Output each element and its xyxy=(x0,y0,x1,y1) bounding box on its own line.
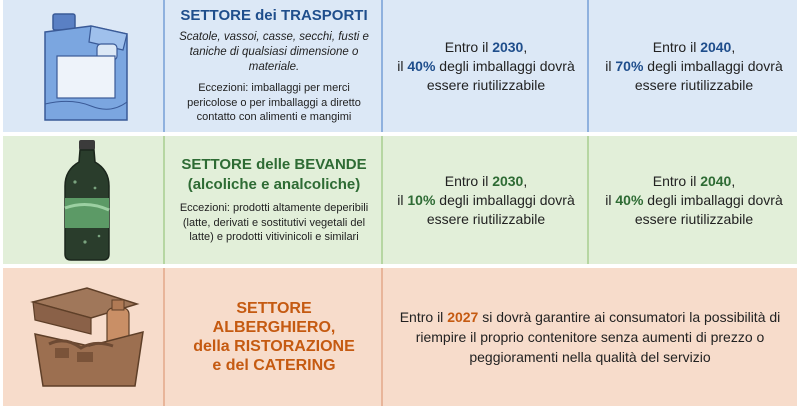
trasporti-description: Scatole, vassoi, casse, secchi, fusti e taniche di qualsiasi dimensione o materiale. xyxy=(179,31,369,74)
pct-10: 10% xyxy=(407,191,436,208)
year-2040: 2040 xyxy=(700,38,732,55)
trasporti-exceptions: Eccezioni: imballaggi per merci pericolose o per imballaggi a diretto contatto con alimenti e mangimi xyxy=(187,82,361,124)
trasporti-target-2030: Entro il 2030, il 40% degli imballaggi dovrà essere riutilizzabile xyxy=(397,38,575,93)
pct-70: 70% xyxy=(615,57,644,74)
jerrycan-icon xyxy=(31,8,141,131)
bevande-target-2030: Entro il 2030, il 10% degli imballaggi dovrà essere riutilizzabile xyxy=(397,172,575,227)
lunchbox-icon xyxy=(25,282,149,399)
row-alberghiero xyxy=(3,268,797,406)
bevande-exceptions: Eccezioni: prodotti altamente deperibili (latte, derivati e sostitutivi vegetali del latte) e prodotti vitivinicoli e similari xyxy=(179,202,369,244)
row-trasporti xyxy=(3,0,797,132)
trasporti-title: SETTORE dei TRASPORTI xyxy=(180,7,368,25)
trasporti-target-2040: Entro il 2040, il 70% degli imballaggi dovrà essere riutilizzabile xyxy=(605,38,783,93)
bevande-target-2040: Entro il 2040, il 40% degli imballaggi dovrà essere riutilizzabile xyxy=(605,172,783,227)
year-2027: 2027 xyxy=(447,309,479,325)
pct-40: 40% xyxy=(407,57,436,74)
bevande-title: SETTORE delle BEVANDE (alcoliche e analcoliche) xyxy=(181,156,367,194)
year-2040: 2040 xyxy=(700,172,732,189)
pct-40: 40% xyxy=(615,191,644,208)
bevande-description-cell xyxy=(167,136,381,264)
trasporti-description-cell xyxy=(167,0,381,132)
alberghiero-title: SETTORE ALBERGHIERO, della RISTORAZIONE e del CATERING xyxy=(193,300,355,374)
alberghiero-target: Entro il 2027 si dovrà garantire ai consumatori la possibilità di riempire il proprio contenitore senza aumenti di prezzo o peggioramenti nella qualità del servizio xyxy=(399,309,781,365)
year-2030: 2030 xyxy=(492,172,524,189)
year-2030: 2030 xyxy=(492,38,524,55)
row-bevande xyxy=(3,136,797,264)
alberghiero-title-cell xyxy=(167,268,381,406)
bottle-icon xyxy=(59,138,115,267)
